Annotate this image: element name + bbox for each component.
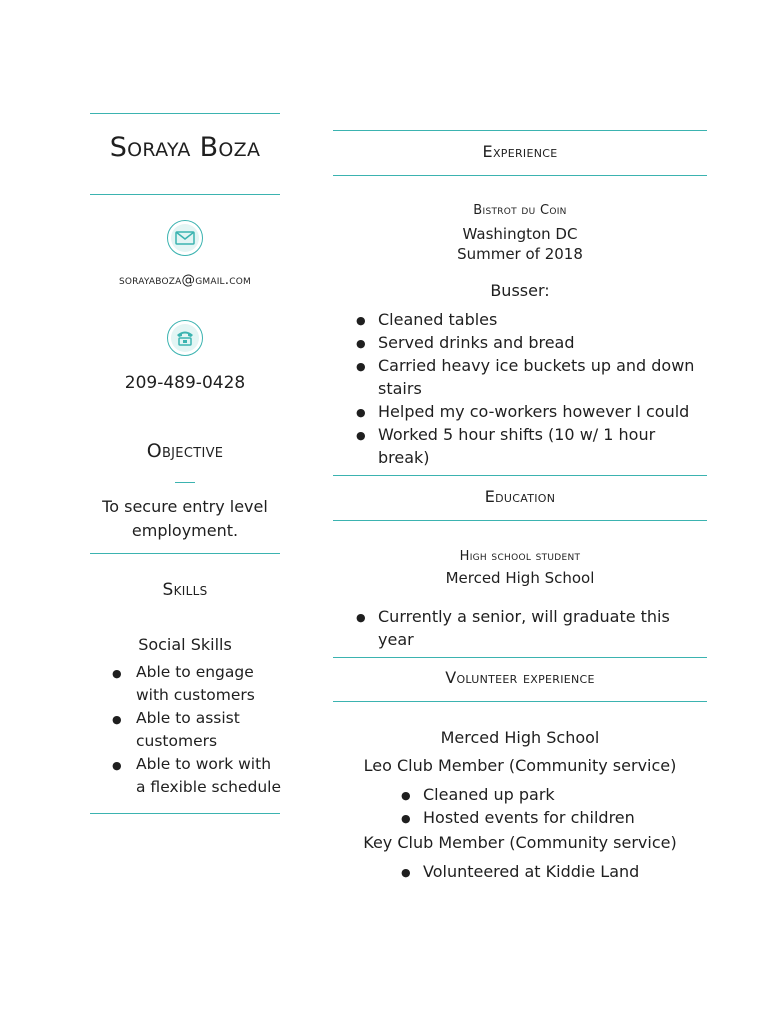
skills-heading: Skills [162,580,208,600]
list-item: ● Able to work with a flexible schedule [110,753,285,799]
divider [90,553,280,554]
divider [90,813,280,814]
divider [333,520,707,521]
experience-heading: Experience [482,142,558,161]
job-period: Summer of 2018 [457,245,583,263]
telephone-icon [167,320,203,356]
list-item: ● Able to engage with customers [110,661,285,707]
list-item: ● Cleaned tables [355,308,705,331]
education-title: High school student [459,549,581,564]
divider [175,482,195,483]
list-item: ● Carried heavy ice buckets up and down stairs [355,354,705,400]
phone-number: 209-489-0428 [124,373,246,393]
objective-text: To secure entry level employment. [102,497,268,540]
list-item: ● Volunteered at Kiddie Land [400,860,700,883]
job-location: Washington DC [462,225,578,243]
list-item: ● Hosted events for children [400,806,700,829]
divider [333,657,707,658]
list-item: ● Helped my co-workers however I could [355,400,705,423]
divider [333,475,707,476]
leo-club-list [400,783,700,829]
volunteer-school: Merced High School [440,728,600,747]
leo-club: Leo Club Member (Community service) [363,756,677,775]
volunteer-heading: Volunteer experience [445,668,595,687]
divider [333,701,707,702]
list-item: ● Able to assist customers [110,707,285,753]
divider [333,175,707,176]
skills-subheading: Social Skills [138,635,232,654]
divider [333,130,707,131]
skills-list [110,661,285,799]
duties-list [355,308,705,469]
list-item: ● Worked 5 hour shifts (10 w/ 1 hour break) [355,423,705,469]
candidate-name: Soraya Boza [109,132,261,163]
list-item: ● Currently a senior, will graduate this year [355,605,705,651]
key-club: Key Club Member (Community service) [363,833,677,852]
envelope-icon [167,220,203,256]
employer-name: Bistrot du Coin [473,203,567,218]
education-list [355,605,705,651]
divider [90,113,280,114]
objective-heading: Objective [146,440,224,462]
education-heading: Education [484,487,556,506]
email-address: sorayaboza@gmail.com [118,272,251,288]
job-role: Busser: [490,281,550,300]
key-club-list [400,860,700,883]
divider [90,194,280,195]
list-item: ● Cleaned up park [400,783,700,806]
list-item: ● Served drinks and bread [355,331,705,354]
education-school: Merced High School [445,569,595,587]
